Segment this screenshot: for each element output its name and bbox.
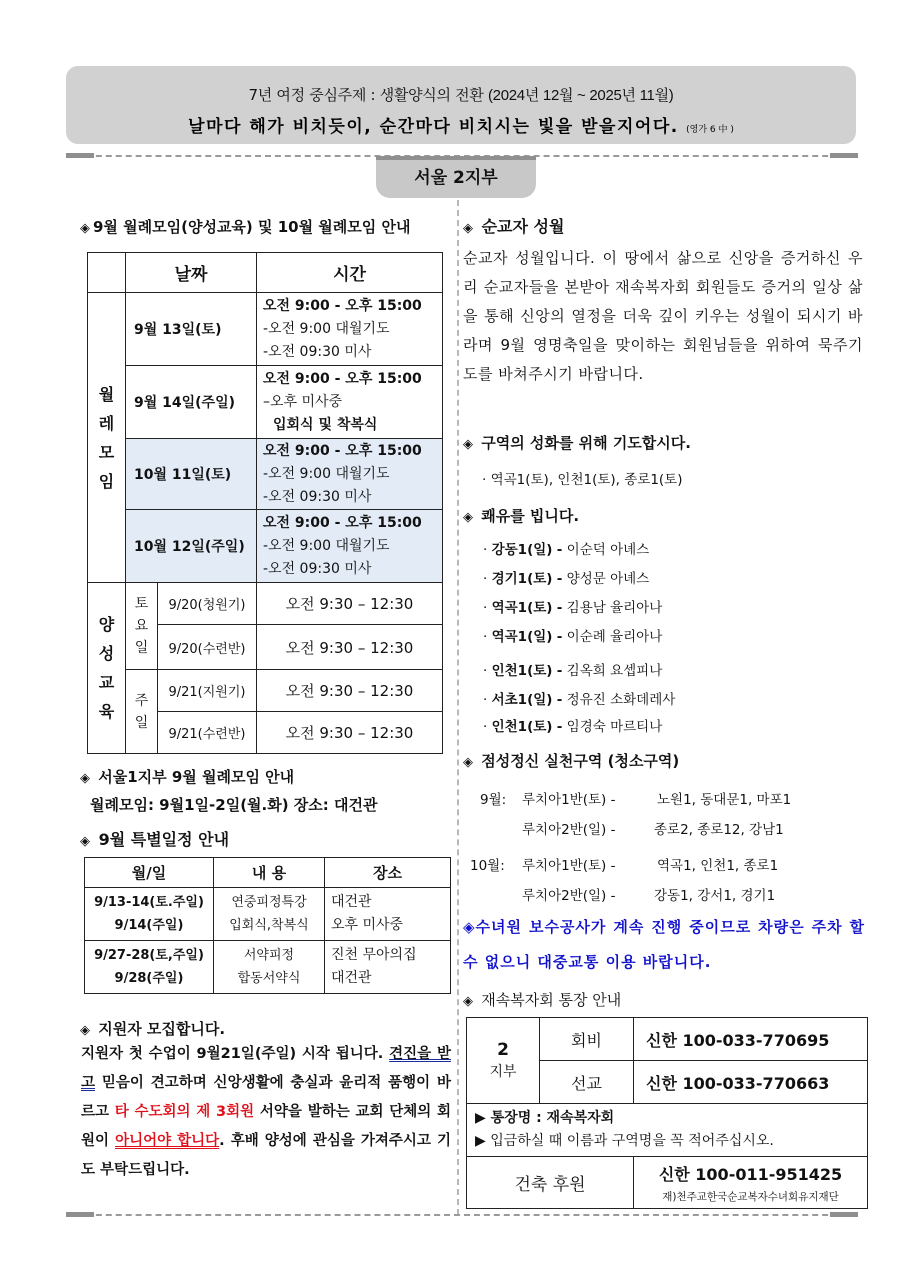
- recovery-item: · 서초1(일) - 정유진 소화데레사: [483, 692, 676, 708]
- divider-cap-left: [66, 153, 94, 158]
- building-support-label: 건축 후원: [467, 1157, 634, 1209]
- recruit-body: 지원자 첫 수업이 9월21일(주일) 시작 됩니다. 견진을 받고 믿음이 견고하며 신앙생활에 충실과 윤리적 품행이 바르고 타 수도회의 제 3회원 서약을 발하는 교회 단체의 회원이 아니어야 합니다. 후배 양성에 관심을 가져주시고 기도 부탁드립니다.: [81, 1046, 452, 1178]
- monthly-meeting-title: ◈ 9월 월례모임(양성교육) 및 10월 월례모임 안내: [80, 218, 411, 236]
- recovery-title: ◈ 쾌유를 빕니다.: [463, 507, 580, 525]
- schedule-date: 9/13-14(토.주일) 9/14(주일): [85, 888, 214, 941]
- diamond-bullet-icon: ◈: [463, 510, 473, 525]
- divider-cap-left: [66, 1212, 94, 1217]
- third-order-warning: 타 수도회의 제 3회원: [114, 1104, 255, 1120]
- education-date: 9/21(수련반): [158, 712, 257, 754]
- corner-cell: [88, 253, 126, 293]
- diamond-bullet-icon: ◈: [463, 437, 473, 452]
- theme-label: 7년 여정 중심주제 : 생활양식의 전환: [248, 86, 484, 104]
- seoul1-detail: 월례모임: 9월1일-2일(월.화) 장소: 대건관: [90, 796, 378, 814]
- recovery-item: · 강동1(일) - 이순덕 아녜스: [483, 542, 650, 558]
- special-schedule-title: ◈ 9월 특별일정 안내: [80, 830, 230, 849]
- recruit-title: ◈ 지원자 모집합니다.: [80, 1020, 226, 1038]
- bank-accounts-table: [466, 1017, 868, 1209]
- recovery-list: [483, 538, 675, 744]
- cleaning-row: 10월: 루치아1반(토) - 역곡1, 인천1, 종로1: [470, 858, 779, 874]
- building-account: 신한 100-011-951425 재)천주교한국순교복자수녀회유지재단: [634, 1157, 868, 1209]
- group-label-education: 양 성 교 육: [88, 583, 126, 754]
- cleaning-row: 루치아2반(일) - 강동1, 강서1, 경기1: [522, 888, 776, 904]
- fee-account: 신한 100-033-770695: [634, 1018, 868, 1061]
- meeting-time: 오전 9:00 - 오후 15:00 –오후 미사중 입회식 및 착복식: [257, 366, 443, 439]
- diamond-bullet-icon: ◈: [463, 755, 473, 770]
- meeting-time: 오전 9:00 - 오후 15:00 -오전 9:00 대월기도 -오전 09:30 미사: [257, 439, 443, 510]
- header-date: 월/일: [85, 858, 214, 888]
- divider-cap-right: [830, 153, 858, 158]
- schedule-place: 진천 무아의집 대건관: [325, 941, 451, 994]
- group-label-monthly: 월 레 모 임: [88, 293, 126, 583]
- diamond-bullet-icon: ◈: [80, 771, 90, 786]
- education-time: 오전 9:30 – 12:30: [257, 625, 443, 670]
- mission-label: 선교: [540, 1061, 634, 1104]
- verse-text: 날마다 해가 비치듯이, 순간마다 비치시는 빛을 받을지어다.: [188, 117, 679, 137]
- diamond-bullet-icon: ◈: [80, 834, 90, 849]
- sanctify-title: ◈ 구역의 성화를 위해 기도합시다.: [463, 434, 691, 452]
- meeting-time: 오전 9:00 - 오후 15:00 -오전 9:00 대월기도 -오전 09:30 미사: [257, 293, 443, 366]
- must-not-underlined: 아니어야 합니다: [115, 1133, 220, 1149]
- theme-period: (2024년 12월 ~ 2025년 11월): [487, 87, 674, 104]
- schedule-content: 연중피정특강 입회식,착복식: [214, 888, 325, 941]
- meeting-time: 오전 9:00 - 오후 15:00 -오전 9:00 대월기도 -오전 09:30 미사: [257, 510, 443, 583]
- sanctify-areas: · 역곡1(토), 인천1(토), 종로1(토): [482, 472, 683, 488]
- meeting-date: 9월 13일(토): [126, 293, 257, 366]
- bank-title: ◈ 재속복자회 통장 안내: [463, 991, 622, 1009]
- sunday-label: 주 일: [126, 670, 158, 754]
- recovery-item: · 역곡1(일) - 이순례 율리아나: [483, 629, 663, 645]
- monthly-meeting-table: [87, 252, 443, 754]
- martyrs-body: 순교자 성월입니다. 이 땅에서 삶으로 신앙을 증거하신 우리 순교자들을 본받아 재속복자회 회원들도 증거의 일상 삶을 통해 신앙의 열정을 더욱 깊이 키우는 성월이 되시기 바라며 9월 영명축일을 맞이하는 회원님들을 위하여 묵주기도를 바쳐주시기 바랍니다.: [463, 249, 863, 383]
- education-time: 오전 9:30 – 12:30: [257, 583, 443, 625]
- martyrs-title: ◈ 순교자 성월: [463, 217, 565, 236]
- schedule-place: 대건관 오후 미사중: [325, 888, 451, 941]
- education-date: 9/21(지원기): [158, 670, 257, 712]
- divider-cap-right: [830, 1212, 858, 1217]
- mission-account: 신한 100-033-770663: [634, 1061, 868, 1104]
- column-divider: [457, 200, 459, 1215]
- cleaning-row: 루치아2반(일) - 종로2, 종로12, 강남1: [522, 822, 784, 838]
- diamond-bullet-icon: ◈: [80, 221, 90, 236]
- verse-source: (영가 6 中 ): [686, 125, 734, 135]
- cleaning-row: 9월: 루치아1반(토) - 노원1, 동대문1, 마포1: [480, 792, 792, 808]
- saturday-label: 토 요 일: [126, 583, 158, 670]
- confirmation-underlined: 견진을 받고: [81, 1046, 451, 1091]
- cleaning-title: ◈ 점성정신 실천구역 (청소구역): [463, 752, 680, 770]
- branch-cell: 2 지부: [467, 1018, 540, 1104]
- recovery-item: · 인천1(토) - 임경숙 마르티나: [483, 719, 663, 735]
- header-time: 시간: [257, 253, 443, 293]
- theme-line: [66, 84, 856, 105]
- parking-notice: ◈수녀원 보수공사가 계속 진행 중이므로 차량은 주차 할 수 없으니 대중교통 이용 바랍니다.: [463, 918, 865, 971]
- header-content: 내 용: [214, 858, 325, 888]
- header-place: 장소: [325, 858, 451, 888]
- special-schedule-table: [84, 857, 451, 994]
- education-date: 9/20(수련반): [158, 625, 257, 670]
- education-time: 오전 9:30 – 12:30: [257, 670, 443, 712]
- meeting-date: 9월 14일(주일): [126, 366, 257, 439]
- recovery-item: · 인천1(토) - 김옥희 요셉피나: [483, 663, 663, 679]
- schedule-content: 서약피정 합동서약식: [214, 941, 325, 994]
- meeting-date: 10월 11일(토): [126, 439, 257, 510]
- verse-line: [66, 112, 856, 137]
- education-date: 9/20(청원기): [158, 583, 257, 625]
- header-date: 날짜: [126, 253, 257, 293]
- recovery-item: · 역곡1(토) - 김용남 율리아나: [483, 600, 663, 616]
- account-notes: ▶ 통장명 : 재속복자회 ▶ 입금하실 때 이름과 구역명을 꼭 적어주십시오.: [467, 1104, 868, 1157]
- bottom-divider: [66, 1214, 858, 1216]
- fee-label: 회비: [540, 1018, 634, 1061]
- recovery-item: · 경기1(토) - 양성문 아녜스: [483, 571, 650, 587]
- education-time: 오전 9:30 – 12:30: [257, 712, 443, 754]
- header-banner: [66, 66, 856, 144]
- diamond-bullet-icon: ◈: [80, 1023, 90, 1038]
- branch-tab: 서울 2지부: [376, 156, 536, 198]
- diamond-bullet-icon: ◈: [463, 221, 473, 236]
- diamond-bullet-icon: ◈: [463, 994, 473, 1009]
- seoul1-title: ◈ 서울1지부 9월 월례모임 안내: [80, 768, 295, 786]
- meeting-date: 10월 12일(주일): [126, 510, 257, 583]
- schedule-date: 9/27-28(토,주일) 9/28(주일): [85, 941, 214, 994]
